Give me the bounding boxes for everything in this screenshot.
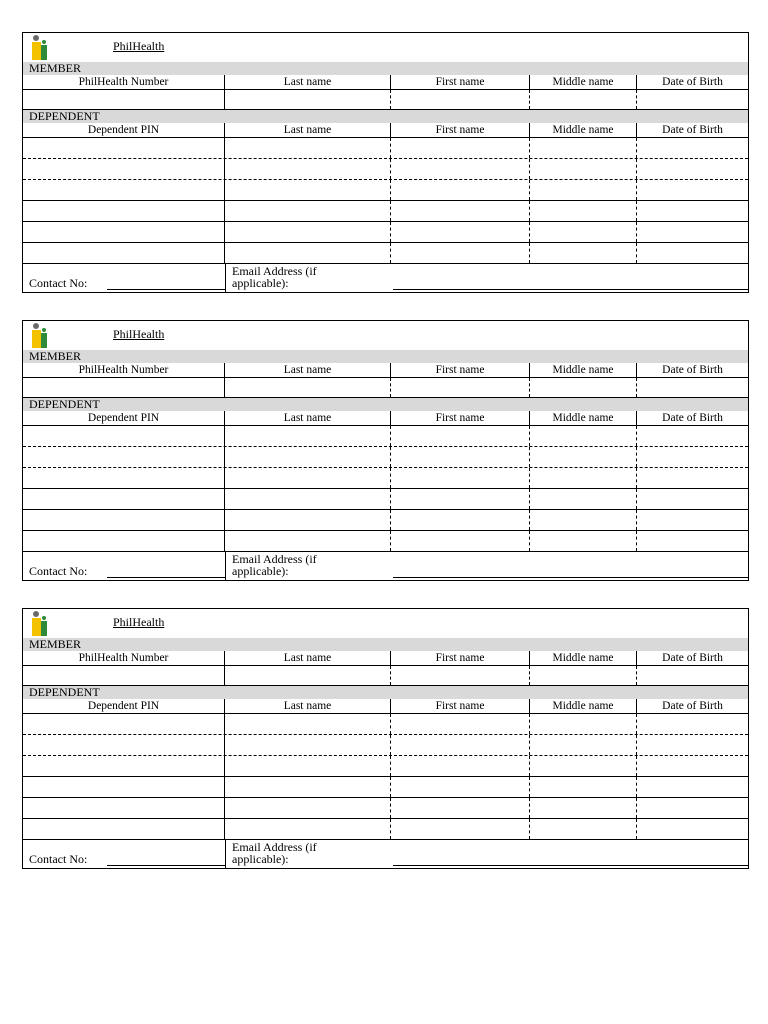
dependent-dob-field[interactable] xyxy=(637,180,748,200)
dependent-first-name-field[interactable] xyxy=(391,735,530,755)
col-header: Last name xyxy=(225,651,391,665)
dependent-last-name-field[interactable] xyxy=(225,777,391,797)
col-header: Date of Birth xyxy=(662,124,723,136)
col-header: Last name xyxy=(225,75,391,89)
member-first-name-field[interactable] xyxy=(391,90,530,109)
dependent-first-name-field[interactable] xyxy=(391,756,530,776)
form-header xyxy=(23,33,748,62)
dependent-last-name-field[interactable] xyxy=(225,243,391,263)
col-header: First name xyxy=(391,651,530,665)
col-header: First name xyxy=(391,75,530,89)
brand-name: PhilHealth xyxy=(113,615,165,629)
dependent-middle-name-field[interactable] xyxy=(530,426,637,446)
email-label: Email Address (if applicable): xyxy=(232,552,317,578)
member-column-headers xyxy=(23,75,748,89)
col-header: Last name xyxy=(225,363,391,377)
dependent-row xyxy=(23,713,748,734)
dependent-pin-field[interactable] xyxy=(23,714,225,734)
form-header xyxy=(23,609,748,638)
dependent-row xyxy=(23,755,748,776)
dependent-middle-name-field[interactable] xyxy=(530,714,637,734)
dependent-first-name-field[interactable] xyxy=(391,426,530,446)
col-header: First name xyxy=(391,411,530,425)
brand-name: PhilHealth xyxy=(113,39,165,53)
dependent-pin-field[interactable] xyxy=(23,510,225,530)
col-header: Date of Birth xyxy=(662,76,723,88)
col-header: Middle name xyxy=(530,699,637,713)
divider xyxy=(225,263,226,292)
dependent-last-name-field[interactable] xyxy=(225,138,391,158)
dependent-dob-field[interactable] xyxy=(637,510,748,530)
dependent-last-name-field[interactable] xyxy=(225,201,391,221)
member-section-title: MEMBER xyxy=(23,638,748,651)
member-middle-name-field[interactable] xyxy=(530,90,637,109)
dependent-dob-field[interactable] xyxy=(637,798,748,818)
member-pin-field[interactable] xyxy=(23,378,225,397)
dependent-rows xyxy=(23,137,748,263)
dependent-first-name-field[interactable] xyxy=(391,510,530,530)
dependent-pin-field[interactable] xyxy=(23,243,225,263)
col-header: First name xyxy=(391,699,530,713)
dependent-row xyxy=(23,179,748,200)
dependent-pin-field[interactable] xyxy=(23,180,225,200)
contact-row xyxy=(23,551,748,580)
member-column-headers xyxy=(23,363,748,377)
col-header: Last name xyxy=(225,699,391,713)
form-header xyxy=(23,321,748,350)
dependent-first-name-field[interactable] xyxy=(391,777,530,797)
philhealth-logo-icon xyxy=(29,611,49,637)
dependent-dob-field[interactable] xyxy=(637,489,748,509)
col-header: PhilHealth Number xyxy=(23,75,225,89)
dependent-last-name-field[interactable] xyxy=(225,222,391,242)
dependent-middle-name-field[interactable] xyxy=(530,243,637,263)
dependent-last-name-field[interactable] xyxy=(225,468,391,488)
dependent-last-name-field[interactable] xyxy=(225,159,391,179)
member-dob-field[interactable] xyxy=(637,666,748,685)
member-last-name-field[interactable] xyxy=(225,90,391,109)
dependent-row xyxy=(23,530,748,551)
dependent-row xyxy=(23,509,748,530)
member-last-name-field[interactable] xyxy=(225,666,391,685)
dependent-row xyxy=(23,200,748,221)
dependent-middle-name-field[interactable] xyxy=(530,756,637,776)
contact-input-line[interactable] xyxy=(107,865,226,866)
col-header: Date of Birth xyxy=(662,700,723,712)
dependent-first-name-field[interactable] xyxy=(391,798,530,818)
col-header: Middle name xyxy=(530,651,637,665)
dependent-first-name-field[interactable] xyxy=(391,243,530,263)
dependent-section-title: DEPENDENT xyxy=(23,686,748,699)
dependent-middle-name-field[interactable] xyxy=(530,777,637,797)
dependent-pin-field[interactable] xyxy=(23,819,225,839)
dependent-pin-field[interactable] xyxy=(23,159,225,179)
dependent-middle-name-field[interactable] xyxy=(530,201,637,221)
dependent-dob-field[interactable] xyxy=(637,222,748,242)
dependent-last-name-field[interactable] xyxy=(225,447,391,467)
dependent-middle-name-field[interactable] xyxy=(530,447,637,467)
dependent-middle-name-field[interactable] xyxy=(530,222,637,242)
col-header: PhilHealth Number xyxy=(23,651,225,665)
dependent-first-name-field[interactable] xyxy=(391,222,530,242)
contact-input-line[interactable] xyxy=(107,577,226,578)
dependent-column-headers xyxy=(23,699,748,713)
dependent-first-name-field[interactable] xyxy=(391,489,530,509)
col-header: Middle name xyxy=(530,123,637,137)
philhealth-form-1 xyxy=(22,32,749,293)
dependent-pin-field[interactable] xyxy=(23,138,225,158)
dependent-last-name-field[interactable] xyxy=(225,756,391,776)
dependent-pin-field[interactable] xyxy=(23,531,225,551)
dependent-middle-name-field[interactable] xyxy=(530,510,637,530)
member-section-title: MEMBER xyxy=(23,350,748,363)
dependent-last-name-field[interactable] xyxy=(225,531,391,551)
contact-row xyxy=(23,263,748,292)
col-header: PhilHealth Number xyxy=(23,363,225,377)
dependent-last-name-field[interactable] xyxy=(225,798,391,818)
dependent-middle-name-field[interactable] xyxy=(530,138,637,158)
dependent-dob-field[interactable] xyxy=(637,159,748,179)
dependent-middle-name-field[interactable] xyxy=(530,531,637,551)
divider xyxy=(225,839,226,868)
dependent-row xyxy=(23,734,748,755)
dependent-rows xyxy=(23,713,748,839)
member-dob-field[interactable] xyxy=(637,378,748,397)
member-first-name-field[interactable] xyxy=(391,378,530,397)
dependent-pin-field[interactable] xyxy=(23,489,225,509)
dependent-first-name-field[interactable] xyxy=(391,138,530,158)
dependent-first-name-field[interactable] xyxy=(391,714,530,734)
divider xyxy=(225,551,226,580)
philhealth-form-3 xyxy=(22,608,749,869)
philhealth-logo-icon xyxy=(29,35,49,61)
dependent-pin-field[interactable] xyxy=(23,447,225,467)
dependent-row xyxy=(23,797,748,818)
col-header: First name xyxy=(391,123,530,137)
contact-row xyxy=(23,839,748,868)
dependent-pin-field[interactable] xyxy=(23,222,225,242)
dependent-last-name-field[interactable] xyxy=(225,714,391,734)
member-middle-name-field[interactable] xyxy=(530,666,637,685)
dependent-dob-field[interactable] xyxy=(637,138,748,158)
dependent-row xyxy=(23,776,748,797)
email-input-line[interactable] xyxy=(393,289,749,290)
member-pin-field[interactable] xyxy=(23,90,225,109)
col-header: Dependent PIN xyxy=(23,411,225,425)
dependent-row xyxy=(23,488,748,509)
dependent-pin-field[interactable] xyxy=(23,426,225,446)
email-input-line[interactable] xyxy=(393,865,749,866)
dependent-row xyxy=(23,242,748,263)
dependent-first-name-field[interactable] xyxy=(391,180,530,200)
dependent-column-headers xyxy=(23,411,748,425)
dependent-first-name-field[interactable] xyxy=(391,447,530,467)
col-header: Date of Birth xyxy=(662,412,723,424)
dependent-middle-name-field[interactable] xyxy=(530,159,637,179)
philhealth-form-2 xyxy=(22,320,749,581)
dependent-row xyxy=(23,425,748,446)
dependent-middle-name-field[interactable] xyxy=(530,735,637,755)
dependent-first-name-field[interactable] xyxy=(391,201,530,221)
dependent-dob-field[interactable] xyxy=(637,756,748,776)
dependent-middle-name-field[interactable] xyxy=(530,468,637,488)
dependent-pin-field[interactable] xyxy=(23,777,225,797)
dependent-first-name-field[interactable] xyxy=(391,159,530,179)
col-header: Dependent PIN xyxy=(23,699,225,713)
dependent-column-headers xyxy=(23,123,748,137)
philhealth-logo-icon xyxy=(29,323,49,349)
member-pin-field[interactable] xyxy=(23,666,225,685)
dependent-dob-field[interactable] xyxy=(637,201,748,221)
contact-label: Contact No: xyxy=(29,852,88,866)
dependent-row xyxy=(23,467,748,488)
dependent-dob-field[interactable] xyxy=(637,468,748,488)
col-header: Last name xyxy=(225,123,391,137)
dependent-last-name-field[interactable] xyxy=(225,510,391,530)
member-column-headers xyxy=(23,651,748,665)
dependent-dob-field[interactable] xyxy=(637,819,748,839)
col-header: First name xyxy=(391,363,530,377)
member-input-row xyxy=(23,665,748,686)
dependent-first-name-field[interactable] xyxy=(391,819,530,839)
brand-name: PhilHealth xyxy=(113,327,165,341)
email-label: Email Address (if applicable): xyxy=(232,264,317,290)
member-first-name-field[interactable] xyxy=(391,666,530,685)
dependent-last-name-field[interactable] xyxy=(225,426,391,446)
member-last-name-field[interactable] xyxy=(225,378,391,397)
dependent-dob-field[interactable] xyxy=(637,531,748,551)
dependent-dob-field[interactable] xyxy=(637,777,748,797)
dependent-middle-name-field[interactable] xyxy=(530,489,637,509)
email-label: Email Address (if applicable): xyxy=(232,840,317,866)
dependent-pin-field[interactable] xyxy=(23,468,225,488)
contact-label: Contact No: xyxy=(29,276,88,290)
dependent-pin-field[interactable] xyxy=(23,798,225,818)
dependent-row xyxy=(23,818,748,839)
dependent-row xyxy=(23,221,748,242)
dependent-first-name-field[interactable] xyxy=(391,468,530,488)
dependent-last-name-field[interactable] xyxy=(225,180,391,200)
dependent-dob-field[interactable] xyxy=(637,714,748,734)
dependent-last-name-field[interactable] xyxy=(225,489,391,509)
dependent-pin-field[interactable] xyxy=(23,756,225,776)
dependent-pin-field[interactable] xyxy=(23,735,225,755)
member-dob-field[interactable] xyxy=(637,90,748,109)
contact-label: Contact No: xyxy=(29,564,88,578)
member-input-row xyxy=(23,89,748,110)
col-header: Middle name xyxy=(530,411,637,425)
dependent-section-title: DEPENDENT xyxy=(23,398,748,411)
dependent-middle-name-field[interactable] xyxy=(530,819,637,839)
member-middle-name-field[interactable] xyxy=(530,378,637,397)
contact-input-line[interactable] xyxy=(107,289,226,290)
dependent-middle-name-field[interactable] xyxy=(530,798,637,818)
email-input-line[interactable] xyxy=(393,577,749,578)
col-header: Last name xyxy=(225,411,391,425)
dependent-row xyxy=(23,446,748,467)
dependent-row xyxy=(23,158,748,179)
col-header: Date of Birth xyxy=(662,364,723,376)
col-header: Date of Birth xyxy=(662,652,723,664)
dependent-middle-name-field[interactable] xyxy=(530,180,637,200)
dependent-row xyxy=(23,137,748,158)
dependent-dob-field[interactable] xyxy=(637,447,748,467)
dependent-pin-field[interactable] xyxy=(23,201,225,221)
dependent-last-name-field[interactable] xyxy=(225,819,391,839)
dependent-section-title: DEPENDENT xyxy=(23,110,748,123)
col-header: Middle name xyxy=(530,75,637,89)
dependent-last-name-field[interactable] xyxy=(225,735,391,755)
dependent-first-name-field[interactable] xyxy=(391,531,530,551)
member-input-row xyxy=(23,377,748,398)
dependent-dob-field[interactable] xyxy=(637,426,748,446)
member-section-title: MEMBER xyxy=(23,62,748,75)
col-header: Dependent PIN xyxy=(23,123,225,137)
dependent-rows xyxy=(23,425,748,551)
dependent-dob-field[interactable] xyxy=(637,735,748,755)
dependent-dob-field[interactable] xyxy=(637,243,748,263)
col-header: Middle name xyxy=(530,363,637,377)
